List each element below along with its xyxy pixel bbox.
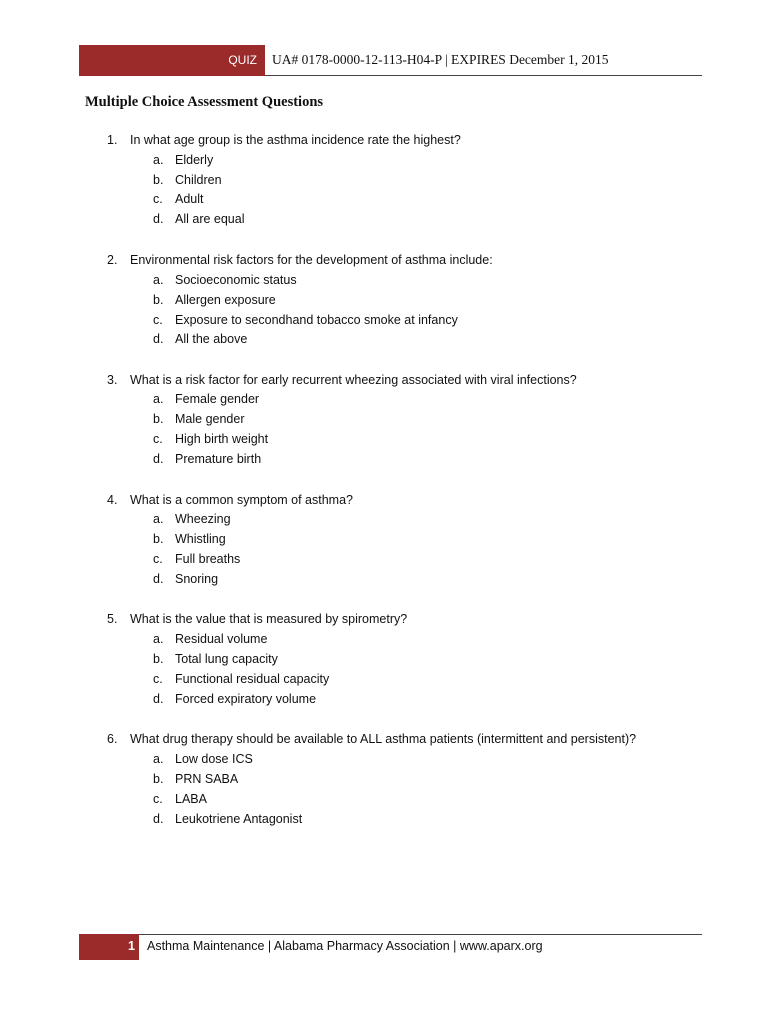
- option-letter: a.: [153, 153, 164, 167]
- header-divider: [265, 45, 267, 76]
- option-letter: d.: [153, 452, 164, 466]
- page-number: 1: [128, 939, 135, 953]
- page-footer: [79, 934, 702, 960]
- option-letter: d.: [153, 692, 164, 706]
- option-text: Functional residual capacity: [175, 672, 330, 686]
- option-text: PRN SABA: [175, 772, 239, 786]
- option-text: All are equal: [175, 212, 245, 226]
- option-text: Elderly: [175, 153, 214, 167]
- quiz-tag: [79, 45, 265, 76]
- option-letter: a.: [153, 392, 164, 406]
- option-text: Exposure to secondhand tobacco smoke at infancy: [175, 313, 458, 327]
- option-letter: c.: [153, 552, 163, 566]
- option-letter: c.: [153, 192, 163, 206]
- course-meta: UA# 0178-0000-12-113-H04-P | EXPIRES December 1, 2015: [272, 52, 609, 67]
- option-letter: d.: [153, 572, 164, 586]
- option-letter: d.: [153, 812, 164, 826]
- question-number: 6.: [107, 732, 118, 746]
- question-text: What is a risk factor for early recurrent wheezing associated with viral infections?: [130, 373, 577, 387]
- question-text: What drug therapy should be available to ALL asthma patients (intermittent and persistent)?: [130, 732, 637, 746]
- option-letter: b.: [153, 652, 164, 666]
- option-text: Residual volume: [175, 632, 268, 646]
- page-number-box: [79, 934, 139, 960]
- option-letter: a.: [153, 752, 164, 766]
- option-text: Low dose ICS: [175, 752, 253, 766]
- page-title: Multiple Choice Assessment Questions: [85, 94, 324, 110]
- footer-text: Asthma Maintenance | Alabama Pharmacy Association | www.aparx.org: [147, 939, 543, 953]
- question-number: 3.: [107, 373, 118, 387]
- option-text: All the above: [175, 332, 248, 346]
- option-text: Male gender: [175, 412, 245, 426]
- option-letter: a.: [153, 273, 164, 287]
- quiz-label: QUIZ: [228, 53, 257, 67]
- option-text: Children: [175, 173, 222, 187]
- option-text: High birth weight: [175, 432, 269, 446]
- question-text: What is the value that is measured by spirometry?: [130, 612, 408, 626]
- option-letter: b.: [153, 173, 164, 187]
- option-text: Forced expiratory volume: [175, 692, 317, 706]
- question-text: What is a common symptom of asthma?: [130, 493, 353, 507]
- option-text: Full breaths: [175, 552, 241, 566]
- option-letter: a.: [153, 632, 164, 646]
- option-text: Premature birth: [175, 452, 262, 466]
- option-letter: b.: [153, 772, 164, 786]
- question-number: 2.: [107, 253, 118, 267]
- question-text: Environmental risk factors for the development of asthma include:: [130, 253, 493, 267]
- footer-rule: [139, 934, 702, 935]
- option-letter: b.: [153, 412, 164, 426]
- option-letter: c.: [153, 792, 163, 806]
- option-text: Wheezing: [175, 512, 231, 526]
- question-number: 1.: [107, 133, 118, 147]
- option-text: Allergen exposure: [175, 293, 276, 307]
- option-letter: c.: [153, 432, 163, 446]
- header-rule: [265, 75, 702, 76]
- option-letter: c.: [153, 313, 163, 327]
- option-text: Total lung capacity: [175, 652, 278, 666]
- option-letter: b.: [153, 532, 164, 546]
- option-letter: c.: [153, 672, 163, 686]
- option-text: Female gender: [175, 392, 260, 406]
- question-number: 5.: [107, 612, 118, 626]
- option-text: Socioeconomic status: [175, 273, 297, 287]
- option-text: Whistling: [175, 532, 226, 546]
- option-text: Leukotriene Antagonist: [175, 812, 303, 826]
- option-letter: d.: [153, 212, 164, 226]
- option-text: Adult: [175, 192, 204, 206]
- option-letter: a.: [153, 512, 164, 526]
- option-text: Snoring: [175, 572, 219, 586]
- question-text: In what age group is the asthma incidence rate the highest?: [130, 133, 461, 147]
- question-number: 4.: [107, 493, 118, 507]
- page-header: [79, 45, 702, 76]
- option-letter: b.: [153, 293, 164, 307]
- option-text: LABA: [175, 792, 207, 806]
- option-letter: d.: [153, 332, 164, 346]
